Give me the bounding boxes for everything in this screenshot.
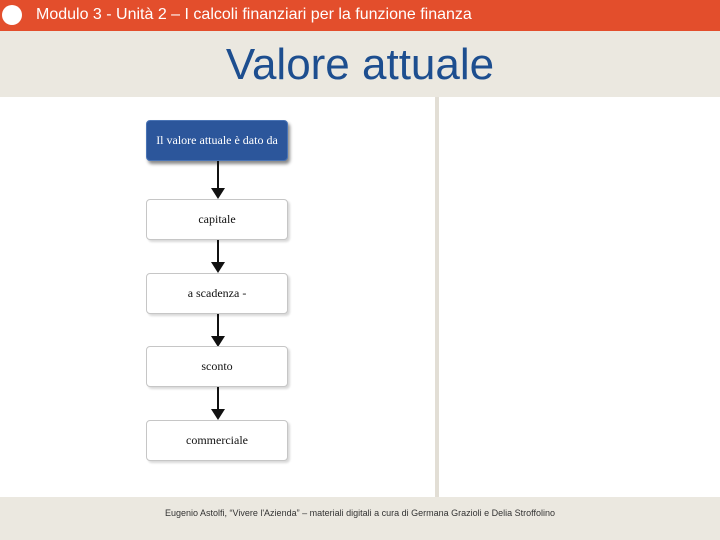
down-arrow-icon bbox=[211, 161, 225, 199]
down-arrow-icon bbox=[211, 240, 225, 273]
flow-step-capitale: capitale bbox=[146, 199, 288, 240]
flow-step-scadenza: a scadenza - bbox=[146, 273, 288, 314]
side-panel bbox=[439, 97, 720, 497]
title-band bbox=[0, 31, 720, 97]
module-title: Modulo 3 - Unità 2 – I calcoli finanziari per la funzione finanza bbox=[36, 6, 472, 23]
page-title: Valore attuale bbox=[225, 40, 495, 89]
flow-step-sconto: sconto bbox=[146, 346, 288, 387]
down-arrow-icon bbox=[211, 314, 225, 347]
circle-icon bbox=[2, 5, 22, 25]
footer bbox=[0, 497, 720, 540]
footer-credit: Eugenio Astolfi, “Vivere l'Azienda” – materiali digitali a cura di Germana Grazioli e Delia Stroffolino bbox=[164, 508, 556, 518]
flow-step-commerciale: commerciale bbox=[146, 420, 288, 461]
down-arrow-icon bbox=[211, 387, 225, 420]
flow-step-intro: Il valore attuale è dato da bbox=[146, 120, 288, 161]
header-bar bbox=[0, 0, 720, 31]
